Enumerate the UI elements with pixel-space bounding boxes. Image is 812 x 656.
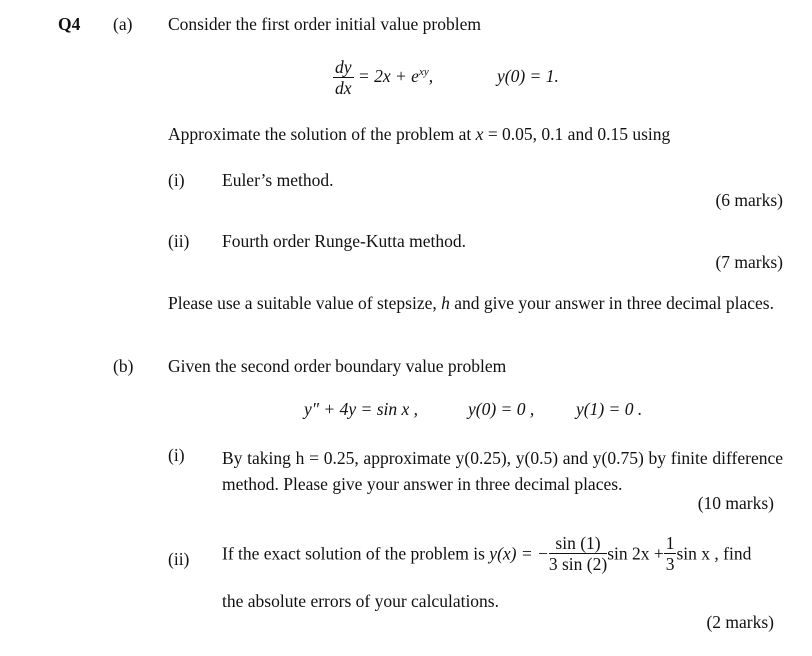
part-a-item-i-text: Euler’s method.: [222, 170, 334, 190]
bvp-boundary-condition-1: y(0) = 0 ,: [468, 399, 535, 419]
part-b-item-ii-label: (ii): [168, 549, 190, 569]
part-a-item-ii-text: Fourth order Runge-Kutta method.: [222, 231, 466, 251]
part-b-item-ii-marks: (2 marks): [706, 612, 774, 632]
question-number: Q4: [58, 14, 81, 34]
stepsize-note: Please use a suitable value of stepsize, h and give your answer in three decimal places.: [168, 293, 774, 313]
part-a-item-i-marks: (6 marks): [715, 190, 783, 210]
exact-solution-line: If the exact solution of the problem is y(x) = − $\frac{\sin (1)}{3 \sin (2)}$ sin 2x + $\frac{1}{3}$ sin x , find: [222, 533, 752, 575]
approx-instruction: Approximate the solution of the problem at x = 0.05, 0.1 and 0.15 using: [168, 124, 671, 144]
part-b-label: (b): [113, 356, 134, 376]
part-b-item-i-marks: (10 marks): [697, 493, 774, 513]
part-a-item-ii-marks: (7 marks): [715, 252, 783, 272]
part-b-item-i-text: By taking h = 0.25, approximate y(0.25), y(0.5) and y(0.75) by finite difference method. Please give your answer in three decimal places.: [222, 448, 783, 494]
part-b-intro: Given the second order boundary value problem: [168, 356, 507, 376]
bvp-boundary-condition-2: y(1) = 0 .: [576, 399, 643, 419]
bvp-equation: y″ + 4y = sin x ,: [304, 399, 419, 419]
part-a-item-ii-label: (ii): [168, 231, 190, 251]
ode-equation: [333, 58, 433, 98]
exact-solution-fraction: $\frac{\sin (1)}{3 \sin (2)}$: [548, 533, 608, 575]
part-b-item-ii-line2: the absolute errors of your calculations.: [222, 591, 499, 611]
initial-condition: y(0) = 1.: [497, 66, 559, 86]
part-a-label: (a): [113, 14, 133, 34]
part-a-item-i-label: (i): [168, 170, 185, 190]
one-third-fraction: $\frac{1}{3}$: [665, 533, 675, 575]
part-a-intro: Consider the first order initial value problem: [168, 14, 481, 34]
part-b-item-i-label: (i): [168, 445, 185, 465]
ode-rhs: = $2x + e^{xy}$,: [357, 65, 434, 86]
dy-dx-fraction: $\frac{dy}{dx}$: [335, 57, 352, 99]
